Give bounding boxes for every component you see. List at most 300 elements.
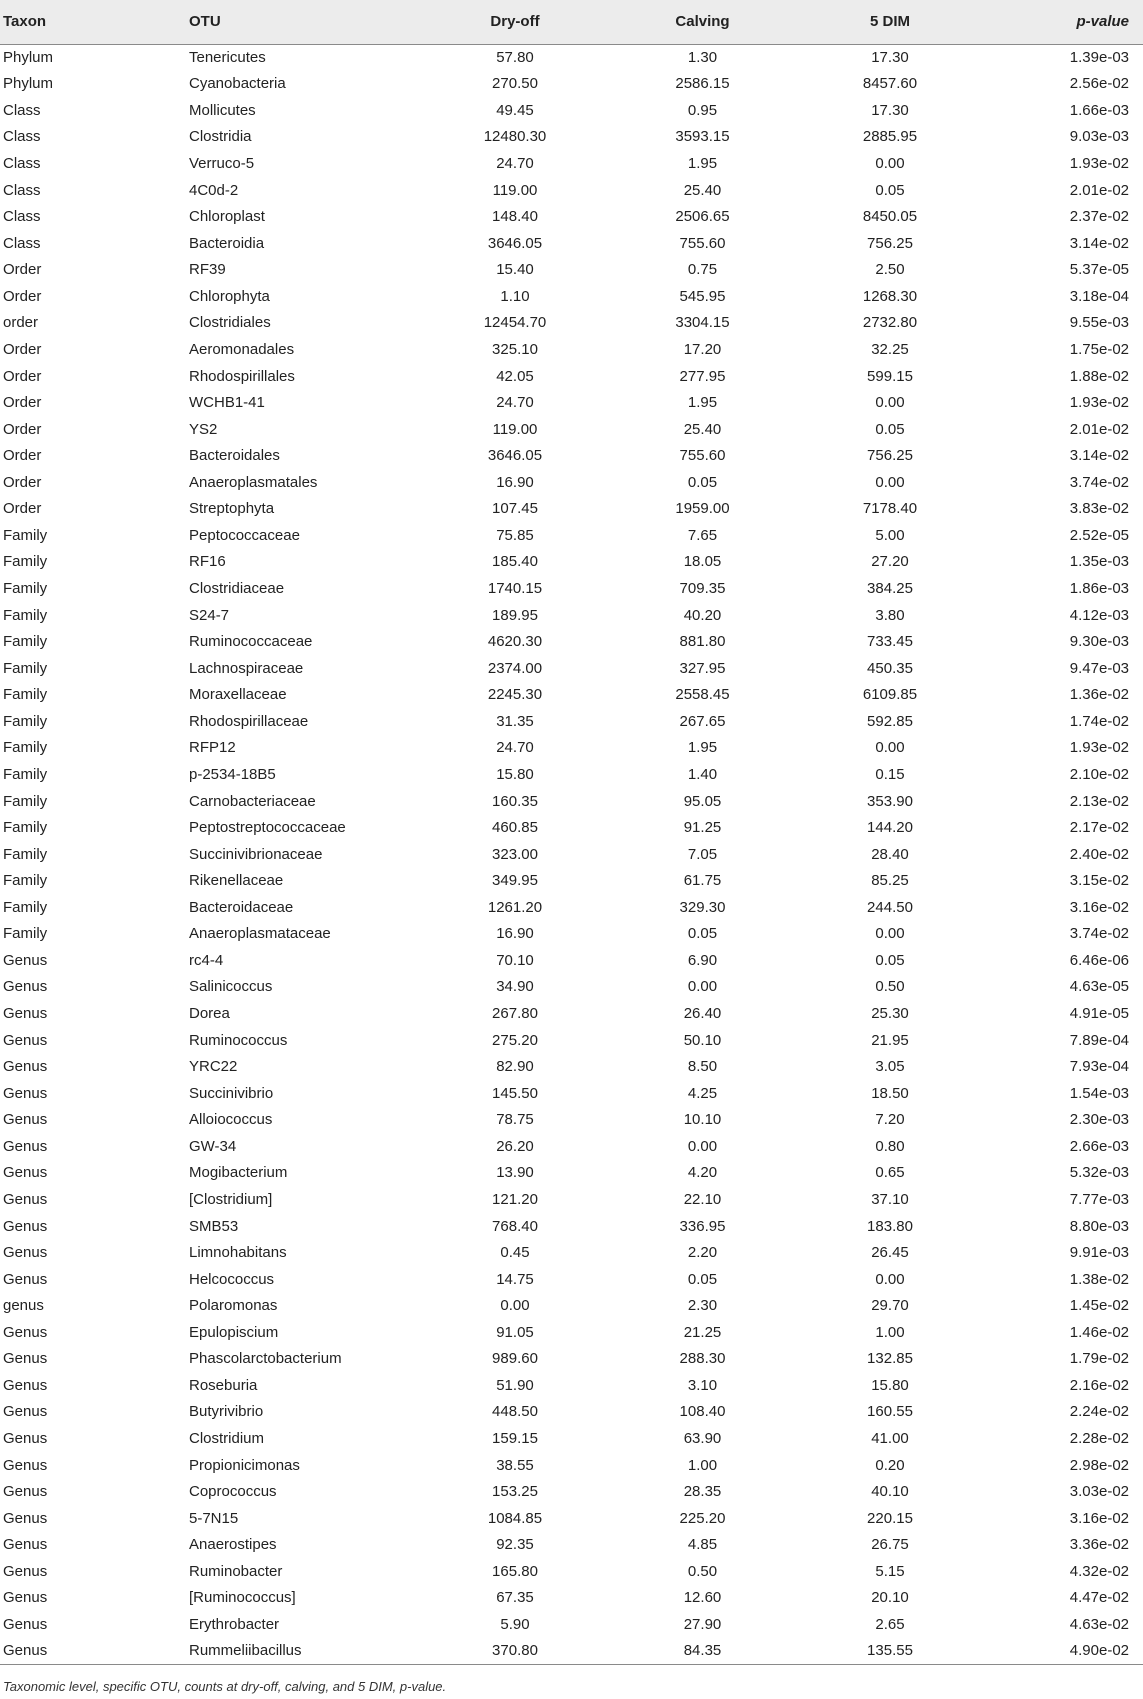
cell-taxon: Genus [3,1164,48,1182]
cell-taxon: Class [3,128,41,146]
cell-p-value: 1.45e-02 [1069,1297,1129,1315]
cell-otu: Peptococcaceae [189,526,300,544]
table-row [0,442,1143,469]
cell-otu: Tenericutes [189,49,266,67]
cell-calving: 91.25 [683,819,722,837]
cell-5-dim: 0.65 [875,1164,905,1182]
table-row [0,177,1143,204]
cell-calving: 1.95 [687,155,718,173]
cell-otu: Limnohabitans [189,1244,287,1262]
cell-p-value: 7.89e-04 [1069,1031,1129,1049]
cell-p-value: 1.54e-03 [1069,1084,1129,1102]
table-row [0,1585,1143,1612]
cell-otu: Butyrivibrio [189,1403,264,1421]
cell-taxon: Genus [3,1190,48,1208]
cell-calving: 327.95 [679,659,726,677]
table-row [0,974,1143,1001]
cell-p-value: 2.24e-02 [1069,1403,1129,1421]
cell-p-value: 8.80e-03 [1069,1217,1129,1235]
cell-taxon: Order [3,367,42,385]
cell-taxon: Genus [3,1536,48,1554]
cell-otu: SMB53 [189,1217,239,1235]
cell-calving: 336.95 [679,1217,726,1235]
cell-taxon: Family [3,845,48,863]
cell-dry-off: 165.80 [492,1562,538,1580]
cell-5-dim: 6109.85 [862,686,918,704]
cell-calving: 755.60 [679,234,726,252]
cell-taxon: Genus [3,1403,48,1421]
cell-otu: Rikenellaceae [189,872,284,890]
cell-dry-off: 448.50 [492,1403,538,1421]
cell-otu: Dorea [189,1005,230,1023]
cell-p-value: 3.03e-02 [1069,1483,1129,1501]
cell-otu: Phascolarctobacterium [189,1350,342,1368]
cell-otu: S24-7 [189,606,230,624]
table-row [0,867,1143,894]
cell-otu: Coprococcus [189,1483,277,1501]
cell-5-dim: 1.00 [875,1323,905,1341]
cell-otu: RF39 [189,261,226,279]
cell-taxon: Genus [3,1005,48,1023]
cell-calving: 4.85 [687,1536,718,1554]
cell-taxon: Order [3,500,42,518]
cell-calving: 0.95 [687,101,718,119]
cell-otu: WCHB1-41 [189,394,265,412]
cell-5-dim: 8450.05 [862,208,918,226]
cell-calving: 3304.15 [675,314,730,332]
cell-dry-off: 70.10 [496,951,534,969]
cell-5-dim: 0.00 [875,394,905,412]
cell-5-dim: 15.80 [871,1376,909,1394]
table-row [0,1532,1143,1559]
table-row [0,150,1143,177]
cell-p-value: 3.83e-02 [1069,500,1129,518]
cell-5-dim: 1268.30 [862,287,918,305]
cell-taxon: Genus [3,1509,48,1527]
table-row [0,1027,1143,1054]
cell-otu: Clostridia [189,128,252,146]
cell-dry-off: 107.45 [492,500,538,518]
cell-dry-off: 275.20 [492,1031,538,1049]
cell-5-dim: 7.20 [875,1111,905,1129]
cell-taxon: Genus [3,1589,48,1607]
cell-dry-off: 270.50 [492,75,538,93]
cell-taxon: Family [3,792,48,810]
table-row [0,1346,1143,1373]
header-taxon: Taxon [0,0,189,44]
cell-5-dim: 0.00 [875,925,905,943]
cell-calving: 881.80 [679,633,726,651]
cell-p-value: 1.86e-03 [1069,580,1129,598]
cell-dry-off: 24.70 [496,739,534,757]
cell-dry-off: 51.90 [496,1376,534,1394]
cell-dry-off: 1084.85 [487,1509,543,1527]
table-row [0,1638,1143,1665]
cell-p-value: 1.36e-02 [1069,686,1129,704]
cell-p-value: 2.10e-02 [1069,765,1129,783]
cell-5-dim: 144.20 [867,819,913,837]
cell-taxon: Phylum [3,49,54,67]
cell-calving: 2558.45 [675,686,730,704]
cell-p-value: 9.55e-03 [1069,314,1129,332]
cell-taxon: genus [3,1297,44,1315]
cell-otu: Chlorophyta [189,287,270,305]
table-row [0,124,1143,151]
cell-calving: 1.40 [687,765,718,783]
cell-calving: 25.40 [683,181,722,199]
cell-taxon: Family [3,553,48,571]
header-otu: OTU [189,0,415,44]
cell-otu: Mollicutes [189,101,256,119]
cell-taxon: Class [3,181,41,199]
cell-otu: Epulopiscium [189,1323,279,1341]
cell-dry-off: 42.05 [496,367,534,385]
cell-5-dim: 135.55 [790,1638,990,1665]
cell-5-dim: 0.05 [875,951,905,969]
cell-calving: 4.25 [687,1084,718,1102]
cell-dry-off: 1.10 [500,287,530,305]
table-row [0,1053,1143,1080]
cell-dry-off: 370.80 [415,1638,615,1665]
cell-p-value: 7.77e-03 [1069,1190,1129,1208]
cell-calving: 2.20 [687,1244,718,1262]
cell-5-dim: 384.25 [867,580,913,598]
cell-p-value: 4.91e-05 [1069,1005,1129,1023]
cell-p-value: 1.38e-02 [1069,1270,1129,1288]
cell-taxon: Family [3,633,48,651]
cell-otu: Lachnospiraceae [189,659,304,677]
cell-5-dim: 7178.40 [862,500,918,518]
cell-otu: p-2534-18B5 [189,765,276,783]
cell-p-value: 1.46e-02 [1069,1323,1129,1341]
cell-5-dim: 5.15 [875,1562,905,1580]
cell-dry-off: 38.55 [496,1456,534,1474]
cell-dry-off: 159.15 [492,1430,538,1448]
cell-calving: 6.90 [687,951,718,969]
cell-otu: Ruminococcus [189,1031,288,1049]
cell-p-value: 6.46e-06 [1069,951,1129,969]
table-row [0,1239,1143,1266]
table-row [0,1186,1143,1213]
cell-otu: Ruminobacter [189,1562,283,1580]
cell-otu: Anaerostipes [189,1536,277,1554]
cell-dry-off: 31.35 [496,712,534,730]
cell-otu: 4C0d-2 [189,181,239,199]
cell-otu: Helcococcus [189,1270,275,1288]
cell-dry-off: 15.40 [496,261,534,279]
cell-calving: 2506.65 [675,208,730,226]
table-row [0,1292,1143,1319]
cell-p-value: 2.16e-02 [1069,1376,1129,1394]
table-row [0,628,1143,655]
cell-5-dim: 21.95 [871,1031,909,1049]
cell-taxon: Family [3,686,48,704]
cell-calving: 288.30 [679,1350,726,1368]
table-row [0,363,1143,390]
cell-p-value: 9.30e-03 [1069,633,1129,651]
cell-calving: 0.50 [687,1562,718,1580]
cell-dry-off: 15.80 [496,765,534,783]
cell-p-value: 3.16e-02 [1069,898,1129,916]
cell-taxon: Order [3,261,42,279]
cell-otu: Roseburia [189,1376,258,1394]
cell-dry-off: 14.75 [496,1270,534,1288]
cell-calving: 61.75 [683,872,722,890]
cell-otu: Chloroplast [189,208,265,226]
cell-5-dim: 0.20 [875,1456,905,1474]
cell-taxon: Genus [3,978,48,996]
header-p-value [990,0,1143,44]
table-row [0,655,1143,682]
cell-5-dim: 2.50 [875,261,905,279]
cell-p-value: 1.93e-02 [1069,394,1129,412]
cell-otu: YS2 [189,420,218,438]
cell-calving: 1.30 [687,49,718,67]
table-row [0,1080,1143,1107]
table-row [0,1319,1143,1346]
cell-p-value: 5.37e-05 [1069,261,1129,279]
cell-5-dim: 2.65 [875,1615,905,1633]
cell-dry-off: 1740.15 [487,580,543,598]
table-row [0,947,1143,974]
cell-dry-off: 153.25 [492,1483,538,1501]
cell-otu: Bacteroidia [189,234,265,252]
cell-p-value: 3.16e-02 [1069,1509,1129,1527]
cell-calving: 2.30 [687,1297,718,1315]
cell-taxon: Family [3,712,48,730]
cell-otu: Clostridium [189,1430,265,1448]
table-row [0,1266,1143,1293]
cell-calving: 108.40 [679,1403,726,1421]
cell-p-value: 9.47e-03 [1069,659,1129,677]
cell-dry-off: 24.70 [496,394,534,412]
cell-taxon: Family [3,606,48,624]
cell-5-dim: 18.50 [871,1084,909,1102]
cell-dry-off: 92.35 [496,1536,534,1554]
table-row [0,1611,1143,1638]
cell-p-value: 9.91e-03 [1069,1244,1129,1262]
cell-dry-off: 16.90 [496,473,534,491]
cell-dry-off: 119.00 [492,181,538,199]
cell-calving: 277.95 [679,367,726,385]
cell-taxon: Order [3,447,42,465]
table-row [0,788,1143,815]
cell-otu: Ruminococcaceae [189,633,313,651]
cell-5-dim: 41.00 [871,1430,909,1448]
cell-dry-off: 768.40 [492,1217,538,1235]
cell-dry-off: 4620.30 [487,633,543,651]
header-5-dim: 5 DIM [790,0,990,44]
table-row [0,1558,1143,1585]
table-row [0,1425,1143,1452]
table-row [0,1133,1143,1160]
cell-calving: 225.20 [679,1509,726,1527]
cell-5-dim: 5.00 [875,526,905,544]
table-row [0,97,1143,124]
cell-dry-off: 3646.05 [487,447,543,465]
table-footnote: Taxonomic level, specific OTU, counts at dry-off, calving, and 5 DIM, p-value. [3,1679,447,1694]
cell-taxon: Genus [3,1058,48,1076]
table-header [0,0,1143,44]
table-row [0,203,1143,230]
table-row [0,1107,1143,1134]
cell-taxon: order [3,314,39,332]
cell-taxon: Family [3,925,48,943]
cell-taxon: Genus [3,1217,48,1235]
cell-taxon: Family [3,898,48,916]
cell-taxon: Family [3,765,48,783]
cell-otu: Rhodospirillales [189,367,295,385]
cell-calving: 84.35 [615,1638,790,1665]
cell-calving: 1.95 [687,739,718,757]
cell-calving: 50.10 [683,1031,722,1049]
cell-calving: 18.05 [683,553,722,571]
cell-5-dim: 32.25 [871,340,909,358]
table-row [0,682,1143,709]
cell-p-value: 2.28e-02 [1069,1430,1129,1448]
cell-p-value: 3.14e-02 [1069,234,1129,252]
table-row [0,602,1143,629]
cell-5-dim: 0.05 [875,420,905,438]
cell-p-value: 2.01e-02 [1069,420,1129,438]
cell-taxon: Family [3,580,48,598]
cell-taxon: Order [3,287,42,305]
cell-5-dim: 8457.60 [862,75,918,93]
cell-5-dim: 26.45 [871,1244,909,1262]
cell-dry-off: 1261.20 [487,898,543,916]
table-row [0,389,1143,416]
cell-taxon: Family [3,819,48,837]
cell-p-value: 1.79e-02 [1069,1350,1129,1368]
cell-taxon: Family [3,659,48,677]
table-row [0,921,1143,948]
cell-taxon: Genus [3,1137,48,1155]
cell-dry-off: 189.95 [492,606,538,624]
cell-taxon: Class [3,234,41,252]
cell-5-dim: 25.30 [871,1005,909,1023]
cell-5-dim: 17.30 [871,49,909,67]
table-row [0,44,1143,71]
cell-dry-off: 12454.70 [483,314,547,332]
cell-p-value: 2.17e-02 [1069,819,1129,837]
cell-p-value: 1.88e-02 [1069,367,1129,385]
table-row [0,1399,1143,1426]
cell-p-value: 2.30e-03 [1069,1111,1129,1129]
cell-5-dim: 244.50 [867,898,913,916]
table-row [0,1372,1143,1399]
cell-5-dim: 353.90 [867,792,913,810]
table-row [0,1452,1143,1479]
cell-dry-off: 145.50 [492,1084,538,1102]
cell-calving: 21.25 [683,1323,722,1341]
cell-dry-off: 2245.30 [487,686,543,704]
cell-otu: Salinicoccus [189,978,273,996]
cell-calving: 40.20 [683,606,722,624]
cell-p-value: 3.18e-04 [1069,287,1129,305]
cell-5-dim: 0.50 [875,978,905,996]
cell-p-value: 4.63e-05 [1069,978,1129,996]
cell-calving: 1.95 [687,394,718,412]
cell-calving: 26.40 [683,1005,722,1023]
cell-5-dim: 29.70 [871,1297,909,1315]
cell-taxon: Genus [3,1430,48,1448]
cell-calving: 7.65 [687,526,718,544]
cell-otu: Mogibacterium [189,1164,288,1182]
cell-5-dim: 183.80 [867,1217,913,1235]
cell-calving: 28.35 [683,1483,722,1501]
cell-dry-off: 24.70 [496,155,534,173]
table-row [0,1478,1143,1505]
cell-dry-off: 78.75 [496,1111,534,1129]
cell-dry-off: 185.40 [492,553,538,571]
cell-dry-off: 67.35 [496,1589,534,1607]
table-row [0,336,1143,363]
cell-taxon: Genus [3,1615,48,1633]
cell-calving: 0.75 [687,261,718,279]
cell-5-dim: 17.30 [871,101,909,119]
cell-p-value: 5.32e-03 [1069,1164,1129,1182]
cell-dry-off: 2374.00 [487,659,543,677]
cell-taxon: Order [3,394,42,412]
cell-dry-off: 460.85 [492,819,538,837]
cell-calving: 22.10 [683,1190,722,1208]
cell-otu: GW-34 [189,1137,237,1155]
table-row [0,522,1143,549]
cell-calving: 17.20 [683,340,722,358]
cell-otu: Alloiococcus [189,1111,273,1129]
cell-otu: YRC22 [189,1058,238,1076]
header-dry-off: Dry-off [415,0,615,44]
cell-5-dim: 0.15 [875,765,905,783]
cell-otu: RF16 [189,553,226,571]
cell-otu: Bacteroidales [189,447,280,465]
cell-dry-off: 75.85 [496,526,534,544]
cell-dry-off: 12480.30 [483,128,547,146]
cell-dry-off: 82.90 [496,1058,534,1076]
cell-p-value: 1.66e-03 [1069,101,1129,119]
cell-calving: 27.90 [683,1615,722,1633]
cell-dry-off: 267.80 [492,1005,538,1023]
cell-5-dim: 2885.95 [862,128,918,146]
cell-dry-off: 325.10 [492,340,538,358]
cell-p-value: 2.52e-05 [1069,526,1129,544]
cell-calving: 545.95 [679,287,726,305]
cell-dry-off: 34.90 [496,978,534,996]
cell-taxon: Genus [3,1031,48,1049]
cell-5-dim: 599.15 [867,367,913,385]
cell-dry-off: 0.00 [500,1297,530,1315]
cell-taxon: Genus [3,1376,48,1394]
table-row [0,71,1143,98]
cell-otu: Cyanobacteria [189,75,286,93]
cell-p-value: 4.12e-03 [1069,606,1129,624]
cell-5-dim: 0.00 [875,473,905,491]
cell-dry-off: 119.00 [492,420,538,438]
table-row [0,894,1143,921]
cell-5-dim: 26.75 [871,1536,909,1554]
cell-calving: 0.05 [687,925,718,943]
cell-5-dim: 132.85 [867,1350,913,1368]
cell-taxon: Family [3,739,48,757]
cell-dry-off: 160.35 [492,792,538,810]
cell-dry-off: 49.45 [496,101,534,119]
cell-taxon: Genus [3,1323,48,1341]
cell-calving: 2586.15 [675,75,730,93]
cell-dry-off: 323.00 [492,845,538,863]
cell-5-dim: 733.45 [867,633,913,651]
cell-p-value: 3.74e-02 [1069,473,1129,491]
cell-calving: 4.20 [687,1164,718,1182]
